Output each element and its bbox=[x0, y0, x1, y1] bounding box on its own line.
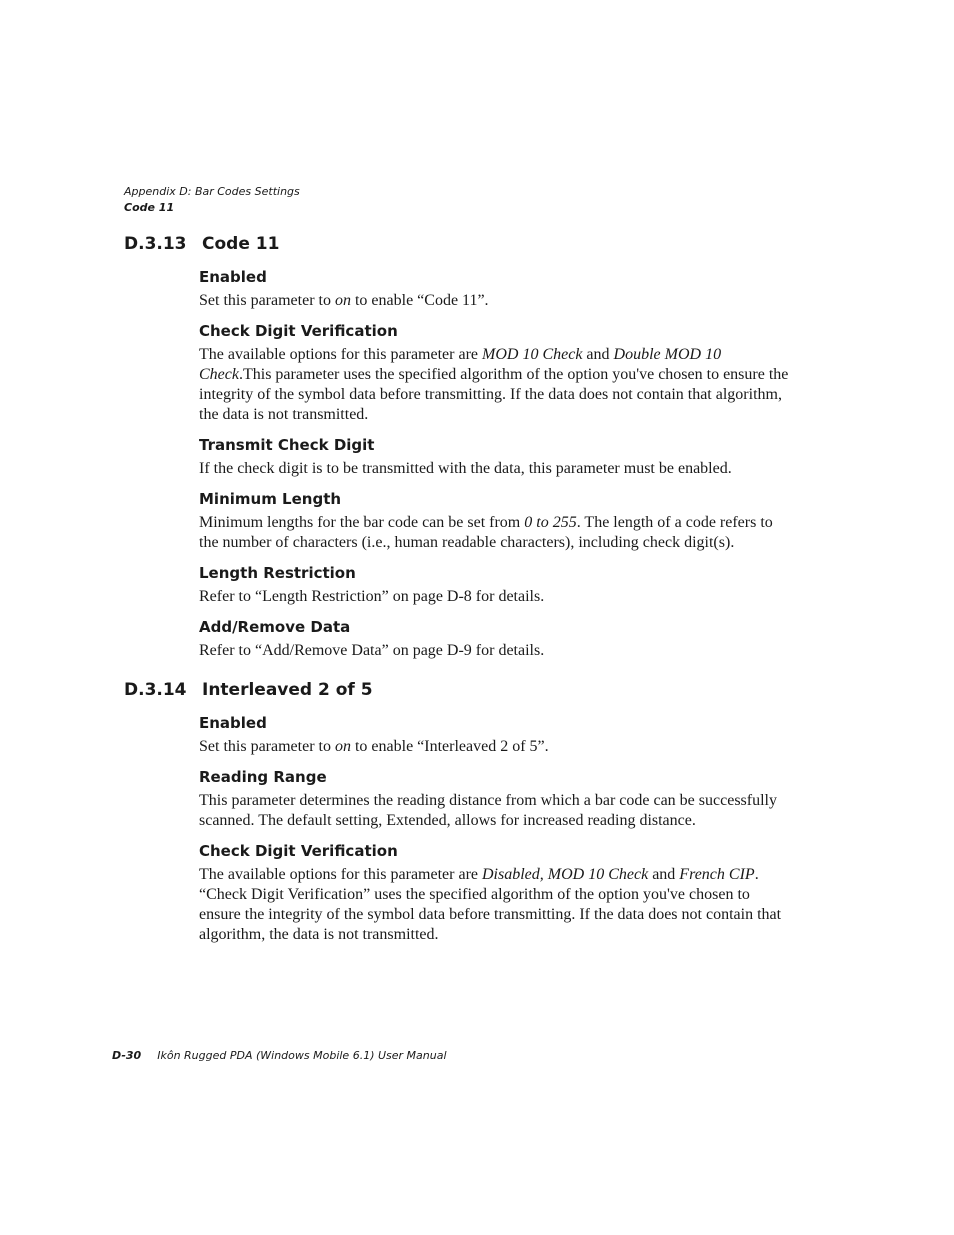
paragraph-line bbox=[199, 865, 819, 885]
subsection-heading: Minimum Length bbox=[199, 490, 342, 508]
subsection-heading: Transmit Check Digit bbox=[199, 436, 375, 454]
paragraph bbox=[199, 791, 819, 831]
section-title: Interleaved 2 of 5 bbox=[202, 680, 373, 700]
running-header-section: Code 11 bbox=[124, 201, 175, 214]
section-body bbox=[199, 711, 819, 945]
section-heading bbox=[124, 232, 824, 257]
text-run: Set this parameter to bbox=[199, 292, 335, 309]
section-body bbox=[199, 265, 819, 661]
text-run: to enable “Code 11”. bbox=[350, 292, 489, 309]
subsection-heading: Enabled bbox=[199, 714, 267, 732]
paragraph-line bbox=[199, 641, 819, 661]
text-run: and bbox=[582, 346, 614, 363]
text-run: . The length of a code refers to bbox=[576, 514, 773, 531]
paragraph-line bbox=[199, 365, 819, 385]
subsection-heading: Reading Range bbox=[199, 768, 327, 786]
text-run: Refer to “Add/Remove Data” on page D-9 for details. bbox=[199, 642, 545, 659]
text-run: algorithm, the data is not transmitted. bbox=[199, 926, 439, 943]
text-run: Set this parameter to bbox=[199, 738, 335, 755]
emphasis-text: MOD 10 Check bbox=[482, 346, 583, 363]
paragraph-line bbox=[199, 791, 819, 811]
section-heading bbox=[124, 678, 824, 703]
paragraph bbox=[199, 291, 819, 311]
subsection-heading: Check Digit Verification bbox=[199, 322, 398, 340]
emphasis-text: Double MOD 10 bbox=[613, 346, 722, 363]
paragraph bbox=[199, 865, 819, 945]
running-header bbox=[124, 184, 300, 216]
paragraph bbox=[199, 641, 819, 661]
text-run: the data is not transmitted. bbox=[199, 406, 369, 423]
paragraph-line bbox=[199, 533, 819, 553]
text-run: .This parameter uses the specified algorithm of the option you've chosen to ensure the bbox=[238, 366, 789, 383]
page-footer bbox=[112, 1046, 447, 1064]
text-run: scanned. The default setting, Extended, allows for increased reading distance. bbox=[199, 812, 696, 829]
paragraph bbox=[199, 513, 819, 553]
emphasis-text: 0 to 255 bbox=[524, 514, 577, 531]
section-number: D.3.14 bbox=[124, 680, 187, 700]
paragraph-line bbox=[199, 925, 819, 945]
paragraph-line bbox=[199, 345, 819, 365]
page-content bbox=[124, 232, 824, 945]
text-run: integrity of the symbol data before transmitting. If the data does not contain that algorithm, bbox=[199, 386, 782, 403]
text-run: Refer to “Length Restriction” on page D-8 for details. bbox=[199, 588, 545, 605]
paragraph bbox=[199, 737, 819, 757]
paragraph-line bbox=[199, 513, 819, 533]
text-run: to enable “Interleaved 2 of 5”. bbox=[350, 738, 549, 755]
paragraph-line bbox=[199, 459, 819, 479]
text-run: ensure the integrity of the symbol data before transmitting. If the data does not contain that bbox=[199, 906, 782, 923]
paragraph-line bbox=[199, 885, 819, 905]
paragraph-line bbox=[199, 291, 819, 311]
paragraph-line bbox=[199, 385, 819, 405]
subsection-heading: Enabled bbox=[199, 268, 267, 286]
page-number: D-30 bbox=[112, 1049, 142, 1062]
paragraph-line bbox=[199, 905, 819, 925]
section-title: Code 11 bbox=[202, 234, 280, 254]
text-run: the number of characters (i.e., human readable characters), including check digit(s). bbox=[199, 534, 735, 551]
emphasis-text: Disabled, MOD 10 Check bbox=[482, 866, 649, 883]
paragraph-line bbox=[199, 737, 819, 757]
text-run: . bbox=[754, 866, 759, 883]
paragraph-line bbox=[199, 587, 819, 607]
subsection-heading: Add/Remove Data bbox=[199, 618, 351, 636]
text-run: This parameter determines the reading distance from which a bar code can be successfully bbox=[199, 792, 777, 809]
text-run: If the check digit is to be transmitted with the data, this parameter must be enabled. bbox=[199, 460, 732, 477]
section-number: D.3.13 bbox=[124, 234, 187, 254]
emphasis-text: on bbox=[334, 738, 351, 755]
paragraph bbox=[199, 587, 819, 607]
manual-title: Ikôn Rugged PDA (Windows Mobile 6.1) User Manual bbox=[157, 1049, 447, 1062]
running-header-chapter: Appendix D: Bar Codes Settings bbox=[124, 185, 300, 198]
paragraph-line bbox=[199, 405, 819, 425]
text-run: The available options for this parameter are bbox=[199, 866, 482, 883]
emphasis-text: on bbox=[334, 292, 351, 309]
text-run: and bbox=[648, 866, 680, 883]
subsection-heading: Length Restriction bbox=[199, 564, 356, 582]
paragraph bbox=[199, 345, 819, 425]
emphasis-text: Check bbox=[199, 366, 239, 383]
text-run: The available options for this parameter are bbox=[199, 346, 482, 363]
text-run: Minimum lengths for the bar code can be set from bbox=[199, 514, 525, 531]
paragraph bbox=[199, 459, 819, 479]
subsection-heading: Check Digit Verification bbox=[199, 842, 398, 860]
paragraph-line bbox=[199, 811, 819, 831]
text-run: “Check Digit Verification” uses the specified algorithm of the option you've chosen to bbox=[199, 886, 750, 903]
emphasis-text: French CIP bbox=[679, 866, 755, 883]
